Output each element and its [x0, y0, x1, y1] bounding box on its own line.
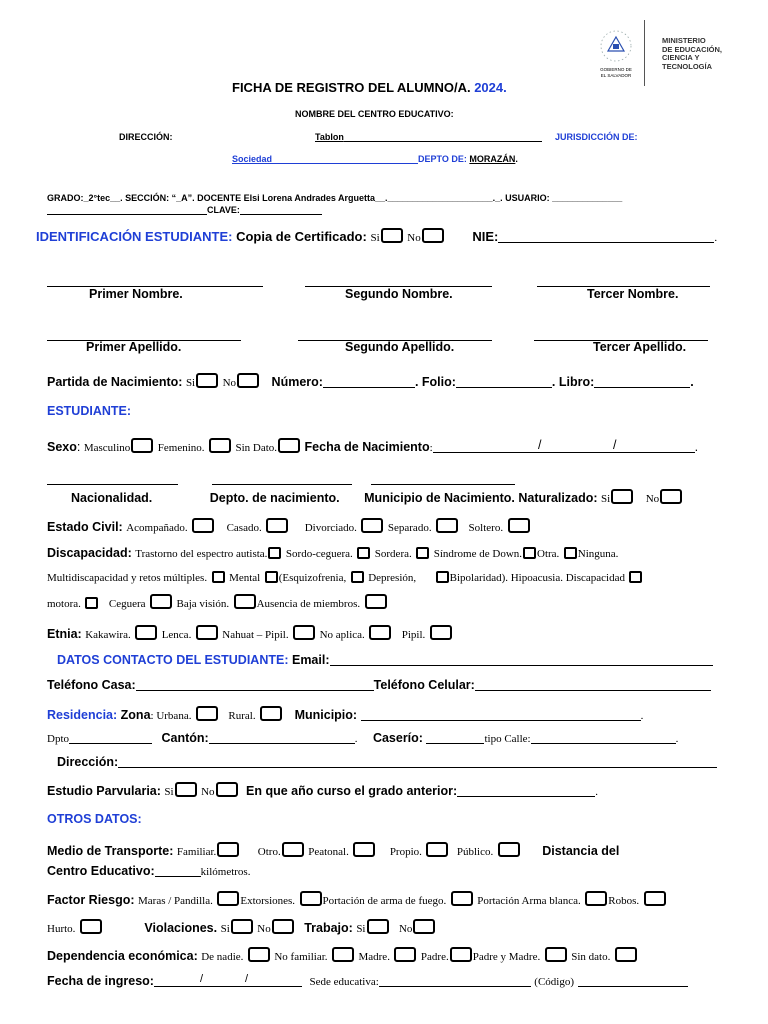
- identificacion-row: IDENTIFICACIÓN ESTUDIANTE: Copia de Certificado: Si No NIE: .: [36, 229, 718, 244]
- sordera-checkbox[interactable]: [416, 547, 429, 559]
- discapacidad-motora-checkbox[interactable]: [629, 571, 642, 583]
- violaciones-si-checkbox[interactable]: [231, 919, 253, 934]
- direccion-row: Dirección:: [57, 755, 717, 769]
- discapacidad-row-1: Discapacidad: Trastorno del espectro autista. Sordo-ceguera. Sordera. Síndrome de Down. Otra. Ninguna.: [47, 546, 619, 560]
- government-seal: [594, 24, 638, 84]
- copia-no-checkbox[interactable]: [422, 228, 444, 243]
- multidiscapacidad-checkbox[interactable]: [212, 571, 225, 583]
- date-slash-2: /: [613, 438, 617, 452]
- autismo-checkbox[interactable]: [268, 547, 281, 559]
- segundo-apellido-label: Segundo Apellido.: [345, 340, 455, 354]
- familiar-checkbox[interactable]: [217, 842, 239, 857]
- codigo-field[interactable]: [578, 975, 688, 987]
- tercer-apellido-label: Tercer Apellido.: [593, 340, 687, 354]
- madre-checkbox[interactable]: [394, 947, 416, 962]
- primer-nombre-label: Primer Nombre.: [89, 287, 183, 301]
- publico-checkbox[interactable]: [498, 842, 520, 857]
- segundo-nombre-label: Segundo Nombre.: [345, 287, 453, 301]
- transporte-row: Medio de Transporte: Familiar. Otro. Peatonal. Propio. Público. Distancia del: [47, 844, 620, 858]
- naturalizado-no-checkbox[interactable]: [660, 489, 682, 504]
- femenino-checkbox[interactable]: [209, 438, 231, 453]
- svg-text:EL SALVADOR: EL SALVADOR: [600, 73, 632, 78]
- arma-blanca-checkbox[interactable]: [585, 891, 607, 906]
- copia-si-checkbox[interactable]: [381, 228, 403, 243]
- fecha-nacimiento-field[interactable]: [433, 441, 695, 453]
- otro-transporte-checkbox[interactable]: [282, 842, 304, 857]
- urbana-checkbox[interactable]: [196, 706, 218, 721]
- depto-nacimiento-line[interactable]: [212, 484, 352, 485]
- jurisdiction-label: JURISDICCIÓN DE:: [555, 132, 638, 142]
- sin-dato-dependencia-checkbox[interactable]: [615, 947, 637, 962]
- pipil-checkbox[interactable]: [430, 625, 452, 640]
- year: 2024.: [474, 80, 507, 95]
- email-field[interactable]: [330, 654, 713, 666]
- jurisdiction-value: Sociedad DEPTO DE: MORAZÁN.: [232, 154, 518, 164]
- ceguera-checkbox[interactable]: [150, 594, 172, 609]
- sexo-row: Sexo: Masculino Femenino. Sin Dato. Fecha de Nacimiento: .: [47, 440, 699, 454]
- contacto-row: DATOS CONTACTO DEL ESTUDIANTE: Email:: [57, 653, 713, 667]
- robos-checkbox[interactable]: [644, 891, 666, 906]
- sede-field[interactable]: [379, 975, 531, 987]
- logo-divider: [644, 20, 645, 86]
- otra-checkbox[interactable]: [564, 547, 577, 559]
- divorciado-checkbox[interactable]: [361, 518, 383, 533]
- school-name-label: NOMBRE DEL CENTRO EDUCATIVO:: [295, 109, 454, 119]
- separado-checkbox[interactable]: [436, 518, 458, 533]
- masculino-checkbox[interactable]: [131, 438, 153, 453]
- hurto-row: Hurto. Violaciones. Si No Trabajo: Si No: [47, 919, 436, 935]
- depresion-checkbox[interactable]: [436, 571, 449, 583]
- nacionalidad-line[interactable]: [47, 484, 178, 485]
- address-value: Tablon: [315, 132, 542, 142]
- dependencia-row: Dependencia económica: De nadie. No familiar. Madre. Padre. Padre y Madre. Sin dato.: [47, 947, 638, 963]
- partida-si-checkbox[interactable]: [196, 373, 218, 388]
- numero-field[interactable]: [323, 376, 415, 388]
- no-aplica-checkbox[interactable]: [369, 625, 391, 640]
- tipo-calle-field[interactable]: [531, 732, 676, 744]
- peatonal-checkbox[interactable]: [353, 842, 375, 857]
- clave-line: CLAVE:: [47, 205, 322, 215]
- libro-field[interactable]: [594, 376, 690, 388]
- ausencia-miembros-checkbox[interactable]: [365, 594, 387, 609]
- nie-field[interactable]: [498, 231, 714, 243]
- violaciones-no-checkbox[interactable]: [272, 919, 294, 934]
- mental-checkbox[interactable]: [265, 571, 278, 583]
- fecha-ingreso-row: Fecha de ingreso: Sede educativa: (Código): [47, 974, 688, 988]
- discapacidad-row-2: Multidiscapacidad y retos múltiples. Mental (Esquizofrenia, Depresión, Bipolaridad). Hipoacusia. Discapacidad: [47, 570, 643, 584]
- lenca-checkbox[interactable]: [196, 625, 218, 640]
- estudiante-heading: ESTUDIANTE:: [47, 404, 132, 418]
- riesgo-row: Factor Riesgo: Maras / Pandilla. Extorsiones. Portación de arma de fuego. Portación Arma blanca. Robos.: [47, 891, 667, 907]
- fecha-ingreso-field[interactable]: [154, 975, 302, 987]
- trabajo-si-checkbox[interactable]: [367, 919, 389, 934]
- telefono-casa-field[interactable]: [136, 679, 374, 691]
- discapacidad-row-3: motora. Ceguera Baja visión. Ausencia de miembros.: [47, 594, 388, 610]
- nacionalidad-row: Nacionalidad. Depto. de nacimiento. Municipio de Nacimiento. Naturalizado: Si No: [71, 489, 683, 505]
- otros-heading: OTROS DATOS:: [47, 812, 142, 826]
- page-title: FICHA DE REGISTRO DEL ALUMNO/A. 2024.: [232, 80, 507, 95]
- de-nadie-checkbox[interactable]: [248, 947, 270, 962]
- telefono-row: Teléfono Casa: Teléfono Celular:: [47, 678, 711, 692]
- rural-checkbox[interactable]: [260, 706, 282, 721]
- svg-text:GOBIERNO DE: GOBIERNO DE: [600, 67, 632, 72]
- ingreso-slash-1: /: [200, 973, 204, 985]
- tercer-nombre-label: Tercer Nombre.: [587, 287, 679, 301]
- arma-fuego-checkbox[interactable]: [451, 891, 473, 906]
- primer-apellido-label: Primer Apellido.: [86, 340, 182, 354]
- folio-field[interactable]: [456, 376, 552, 388]
- etnia-row: Etnia: Kakawira. Lenca. Nahuat – Pipil. No aplica. Pipil.: [47, 625, 453, 641]
- seal-icon: [594, 24, 638, 84]
- partida-no-checkbox[interactable]: [237, 373, 259, 388]
- caserio-field[interactable]: [426, 732, 484, 744]
- esquizofrenia-checkbox[interactable]: [351, 571, 364, 583]
- grade-line: GRADO:_2°tec__. SECCIÓN: “_A”. DOCENTE Elsi Lorena Andrades Arguetta__._____________________._. USUARIO: ______________: [47, 193, 623, 203]
- extorsiones-checkbox[interactable]: [300, 891, 322, 906]
- kakawira-checkbox[interactable]: [135, 625, 157, 640]
- ministry-name: MINISTERIO DE EDUCACIÓN, CIENCIA Y TECNOLOGÍA: [662, 36, 723, 71]
- dpto-row: Dpto Cantón: . Caserío: tipo Calle: .: [47, 731, 679, 745]
- date-slash-1: /: [538, 438, 542, 452]
- centro-educativo-row: Centro Educativo: kilómetros.: [47, 864, 251, 878]
- anio-anterior-field[interactable]: [457, 785, 595, 797]
- municipio-nacimiento-line[interactable]: [371, 484, 515, 485]
- propio-checkbox[interactable]: [426, 842, 448, 857]
- trabajo-no-checkbox[interactable]: [413, 919, 435, 934]
- baja-vision-checkbox[interactable]: [234, 594, 256, 609]
- parvularia-no-checkbox[interactable]: [216, 782, 238, 797]
- soltero-checkbox[interactable]: [508, 518, 530, 533]
- municipio-field[interactable]: [361, 709, 641, 721]
- acompanado-checkbox[interactable]: [192, 518, 214, 533]
- maras-checkbox[interactable]: [217, 891, 239, 906]
- parvularia-si-checkbox[interactable]: [175, 782, 197, 797]
- distancia-field[interactable]: [155, 865, 201, 877]
- canton-field[interactable]: [209, 732, 355, 744]
- sordo-ceguera-checkbox[interactable]: [357, 547, 370, 559]
- partida-row: Partida de Nacimiento: Si No Número: . Folio: . Libro: .: [47, 375, 694, 389]
- direccion-field[interactable]: [118, 756, 717, 768]
- residencia-row: Residencia: Zona: Urbana. Rural. Municipio: .: [47, 708, 644, 722]
- naturalizado-si-checkbox[interactable]: [611, 489, 633, 504]
- casado-checkbox[interactable]: [266, 518, 288, 533]
- padre-madre-checkbox[interactable]: [545, 947, 567, 962]
- hurto-checkbox[interactable]: [80, 919, 102, 934]
- estado-civil-row: Estado Civil: Acompañado. Casado. Divorciado. Separado. Soltero.: [47, 518, 531, 534]
- telefono-celular-field[interactable]: [475, 679, 711, 691]
- down-checkbox[interactable]: [523, 547, 536, 559]
- parvularia-row: Estudio Parvularia: Si No En que año curso el grado anterior: .: [47, 784, 598, 798]
- nahuat-checkbox[interactable]: [293, 625, 315, 640]
- motora-checkbox[interactable]: [85, 597, 98, 609]
- ingreso-slash-2: /: [245, 973, 249, 985]
- dpto-field[interactable]: [69, 732, 152, 744]
- no-familiar-checkbox[interactable]: [332, 947, 354, 962]
- padre-checkbox[interactable]: [450, 947, 472, 962]
- sin-dato-checkbox[interactable]: [278, 438, 300, 453]
- address-label: DIRECCIÓN:: [119, 132, 173, 142]
